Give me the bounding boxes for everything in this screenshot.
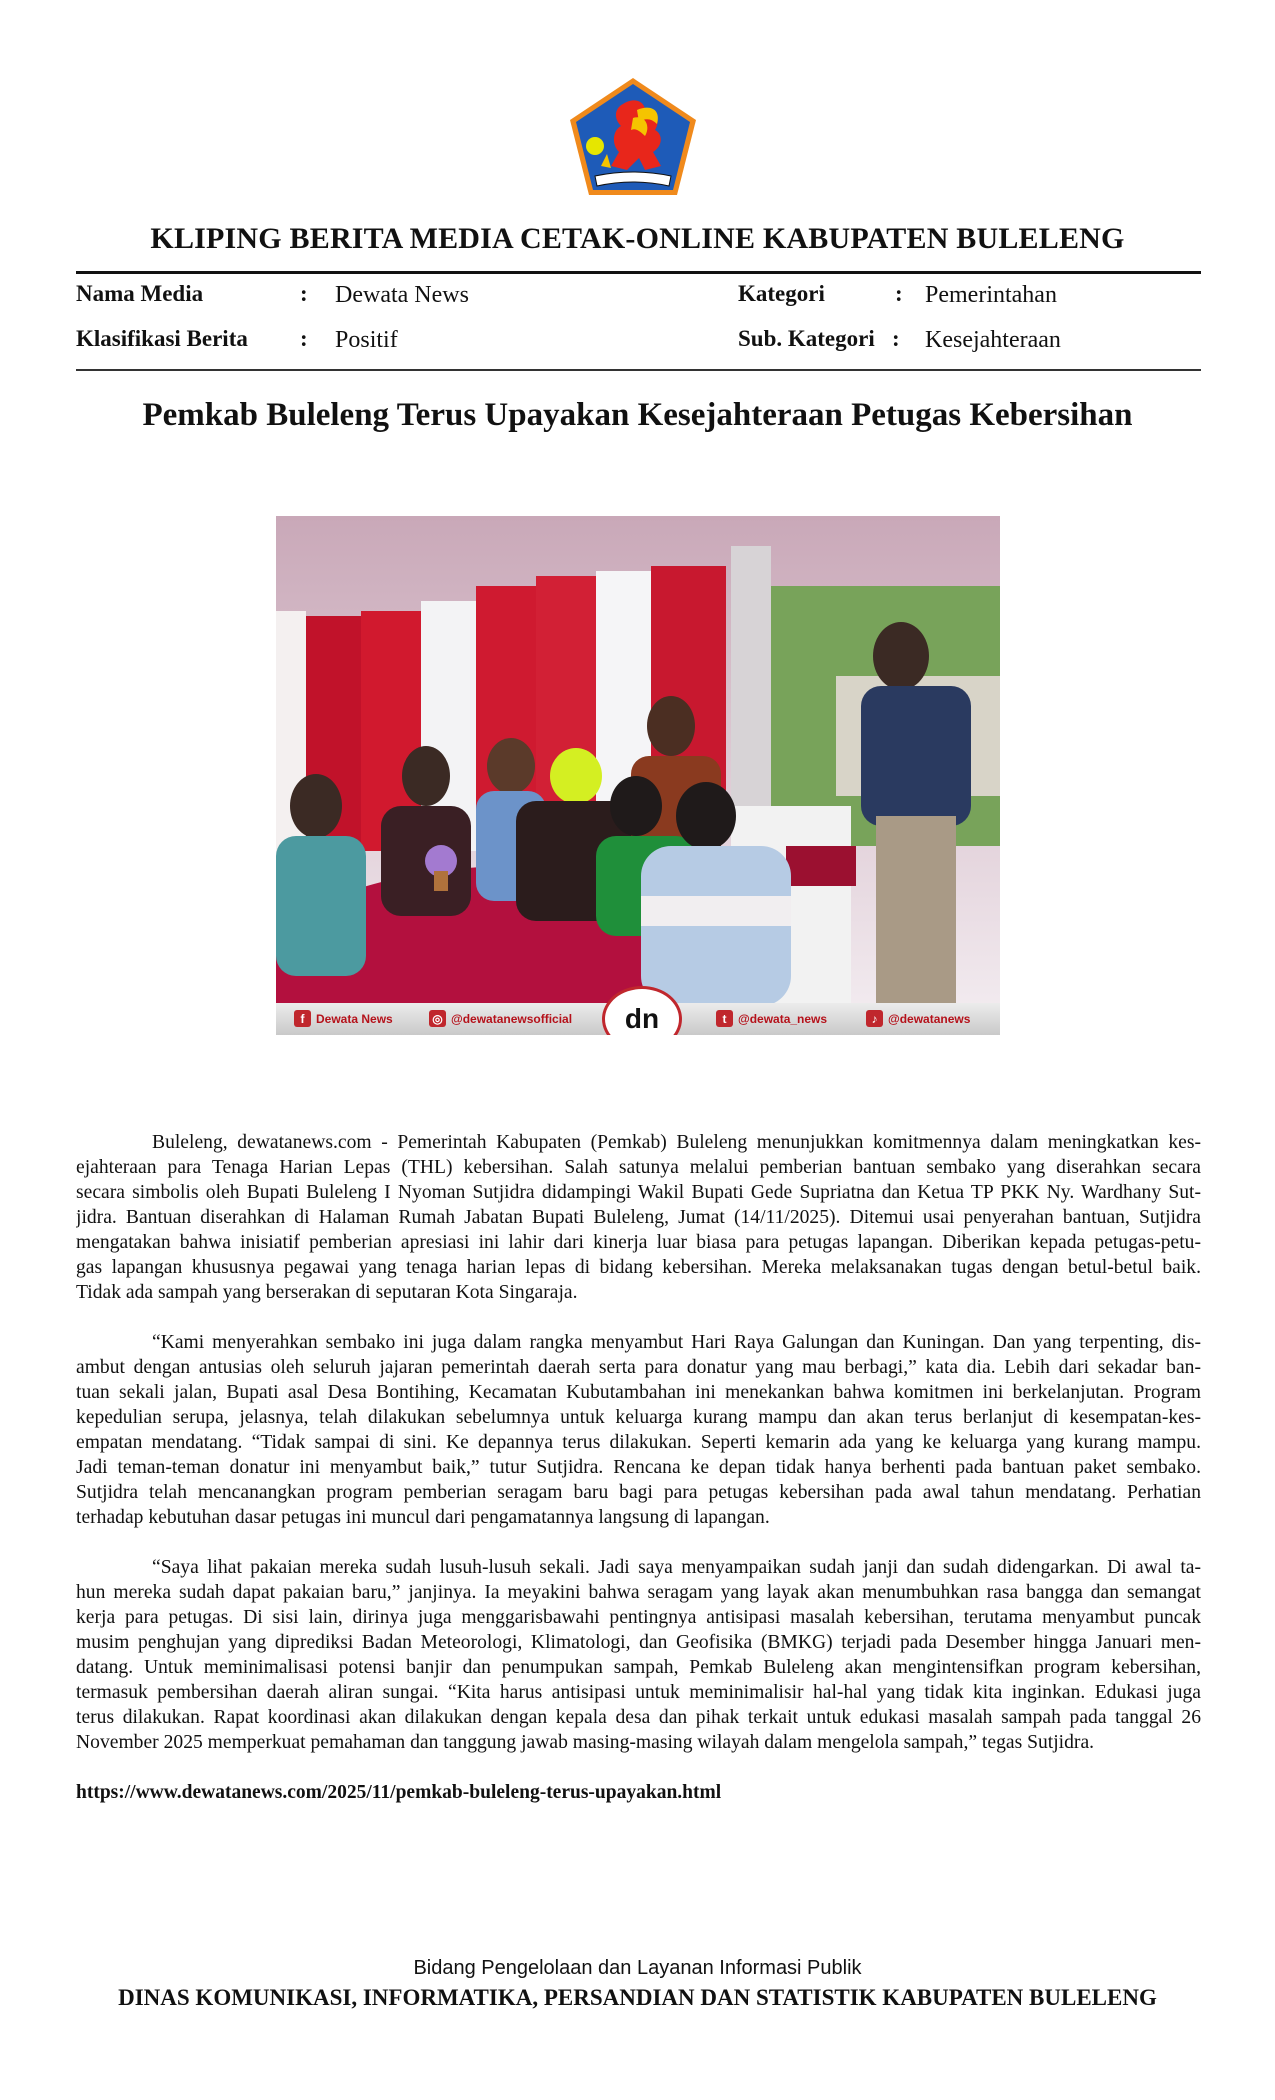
paragraph-line: datang. Untuk meminimalisasi potensi banjir dan penumpukan sampah, Pemkab Buleleng akan mengintensifkan program kebersihan, (76, 1657, 1201, 1678)
emblem-icon (565, 74, 701, 200)
paragraph-line: empatan mendatang. “Tidak sampai di sini. Ke depannya terus dilakukan. Seperti kemarin ada yang ke keluarga yang kurang mampu. (76, 1432, 1201, 1453)
paragraph-line: Jadi teman-teman donatur ini menyambut baik,” tutur Sutjidra. Rencana ke depan tidak hanya berhenti pada bantuan paket sembako. (76, 1457, 1201, 1478)
paragraph-line: ejahteraan para Tenaga Harian Lepas (THL) kebersihan. Salah satunya melalui pemberian bantuan sembako yang diserahkan secara (76, 1157, 1201, 1178)
field-value-kategori: Pemerintahan (925, 282, 1057, 308)
footer-division: Bidang Pengelolaan dan Layanan Informasi Publik (413, 1957, 862, 1979)
paragraph-line: musim penghujan yang diprediksi Badan Meteorologi, Klimatologi, dan Geofisika (BMKG) terjadi pada Desember hingga Januari men- (76, 1632, 1201, 1653)
field-value-sub-kategori: Kesejahteraan (925, 327, 1061, 353)
dewata-news-logo-text: dn (624, 1003, 660, 1034)
watermark-instagram (429, 1010, 572, 1027)
paragraph-line: “Kami menyerahkan sembako ini juga dalam rangka menyambut Hari Raya Galungan dan Kuningan. Dan yang terpenting, dis- (152, 1332, 1201, 1353)
tiktok-icon: ♪ (866, 1010, 883, 1027)
field-colon: : (300, 281, 308, 306)
field-label-kategori: Kategori (738, 281, 825, 306)
paragraph-line: kerja para petugas. Di sisi lain, dirinya juga menggarisbawahi pentingnya antisipasi masalah kebersihan, terutama menyambut puncak (76, 1607, 1201, 1628)
article-paragraph (76, 1130, 1201, 1305)
article-paragraph (76, 1330, 1201, 1530)
paragraph-line: hun mereka sudah dapat pakaian baru,” janjinya. Ia meyakini bahwa seragam yang layak akan menumbuhkan rasa bangga dan semangat (76, 1582, 1201, 1603)
watermark-tiktok (866, 1010, 970, 1027)
paragraph-line: Sutjidra telah mencanangkan program pemberian seragam baru bagi para petugas kebersihan pada awal tahun mendatang. Perhatian (76, 1482, 1201, 1503)
paragraph-line: ambut dengan antusias oleh seluruh jajaran pemerintah daerah serta para donatur yang mau berbagi,” kata dia. Lebih dari sekadar ban- (76, 1357, 1201, 1378)
document-title: KLIPING BERITA MEDIA CETAK-ONLINE KABUPATEN BULELENG (150, 222, 1125, 255)
watermark-twitter-text: @dewata_news (738, 1011, 828, 1026)
source-url[interactable]: https://www.dewatanews.com/2025/11/pemkab-buleleng-terus-upayakan.html (76, 1782, 722, 1803)
field-colon: : (895, 281, 903, 306)
buleleng-regency-emblem (565, 74, 701, 200)
field-colon: : (300, 326, 308, 351)
twitter-icon: t (716, 1010, 733, 1027)
paragraph-line: “Saya lihat pakaian mereka sudah lusuh-lusuh sekali. Jadi saya menyampaikan sudah janji dan sudah didengarkan. Di awal ta- (152, 1557, 1201, 1578)
article-headline: Pemkab Buleleng Terus Upayakan Kesejahteraan Petugas Kebersihan (142, 397, 1133, 433)
paragraph-line: kepedulian serupa, jelasnya, telah dilakukan sebelumnya untuk keluarga kurang mampu dan akan terus berlanjut di kesempatan-kes- (76, 1407, 1201, 1428)
paragraph-line: jidra. Bantuan diserahkan di Halaman Rumah Jabatan Bupati Buleleng, Jumat (14/11/2025). Ditemui usai penyerahan bantuan, Sutjidra (76, 1207, 1201, 1228)
paragraph-line: termasuk pembersihan daerah aliran sungai. “Kita harus antisipasi untuk meminimalisir hal-hal yang tidak kita inginkan. Edukasi juga (76, 1682, 1201, 1703)
watermark-facebook-text: Dewata News (316, 1011, 393, 1026)
footer-agency: DINAS KOMUNIKASI, INFORMATIKA, PERSANDIAN DAN STATISTIK KABUPATEN BULELENG (118, 1985, 1157, 2010)
field-value-klasifikasi-berita: Positif (335, 327, 398, 353)
watermark-tiktok-text: @dewatanews (888, 1011, 971, 1026)
photo-scene (276, 516, 1000, 1035)
header-top-rule (76, 271, 1201, 274)
field-label-nama-media: Nama Media (76, 281, 204, 306)
watermark-facebook (294, 1010, 393, 1027)
paragraph-line: gas lapangan khususnya pegawai yang tenaga harian lepas di bidang kebersihan. Mereka melaksanakan tugas dengan betul-betul baik. (76, 1257, 1201, 1278)
field-label-klasifikasi-berita: Klasifikasi Berita (76, 326, 248, 351)
watermark-twitter (716, 1010, 827, 1027)
article-paragraph (76, 1555, 1201, 1755)
paragraph-line: Buleleng, dewatanews.com - Pemerintah Kabupaten (Pemkab) Buleleng menunjukkan komitmennya dalam meningkatkan kes- (152, 1132, 1201, 1153)
instagram-icon: ◎ (429, 1010, 446, 1027)
paragraph-line: Tidak ada sampah yang berserakan di seputaran Kota Singaraja. (76, 1282, 578, 1303)
field-value-nama-media: Dewata News (335, 282, 469, 308)
paragraph-line: mengatakan bahwa inisiatif pemberian apresiasi ini lahir dari kinerja luar biasa para petugas lapangan. Diberikan kepada petugas-petu- (76, 1232, 1201, 1253)
paragraph-line: secara simbolis oleh Bupati Buleleng I Nyoman Sutjidra didampingi Wakil Bupati Gede Supriatna dan Ketua TP PKK Ny. Wardhany Sut- (76, 1182, 1201, 1203)
paragraph-line: terus dilakukan. Rapat koordinasi akan dilakukan dengan kepala desa dan pihak terkait untuk edukasi masalah sampah pada tanggal 26 (76, 1707, 1201, 1728)
header-bottom-rule (76, 369, 1201, 371)
paragraph-line: terhadap kebutuhan dasar petugas ini muncul dari pengamatannya langsung di lapangan. (76, 1507, 770, 1528)
field-label-sub-kategori: Sub. Kategori (738, 326, 875, 351)
news-photo (276, 516, 1000, 1035)
field-colon: : (892, 326, 900, 351)
paragraph-line: tuan sekali jalan, Bupati asal Desa Bontihing, Kecamatan Kubutambahan ini menekankan bahwa komitmen ini berkelanjutan. Program (76, 1382, 1201, 1403)
paragraph-line: November 2025 memperkuat pemahaman dan tanggung jawab masing-masing wilayah dalam mengelola sampah,” tegas Sutjidra. (76, 1732, 1095, 1753)
watermark-instagram-text: @dewatanewsofficial (451, 1011, 573, 1026)
facebook-icon: f (294, 1010, 311, 1027)
